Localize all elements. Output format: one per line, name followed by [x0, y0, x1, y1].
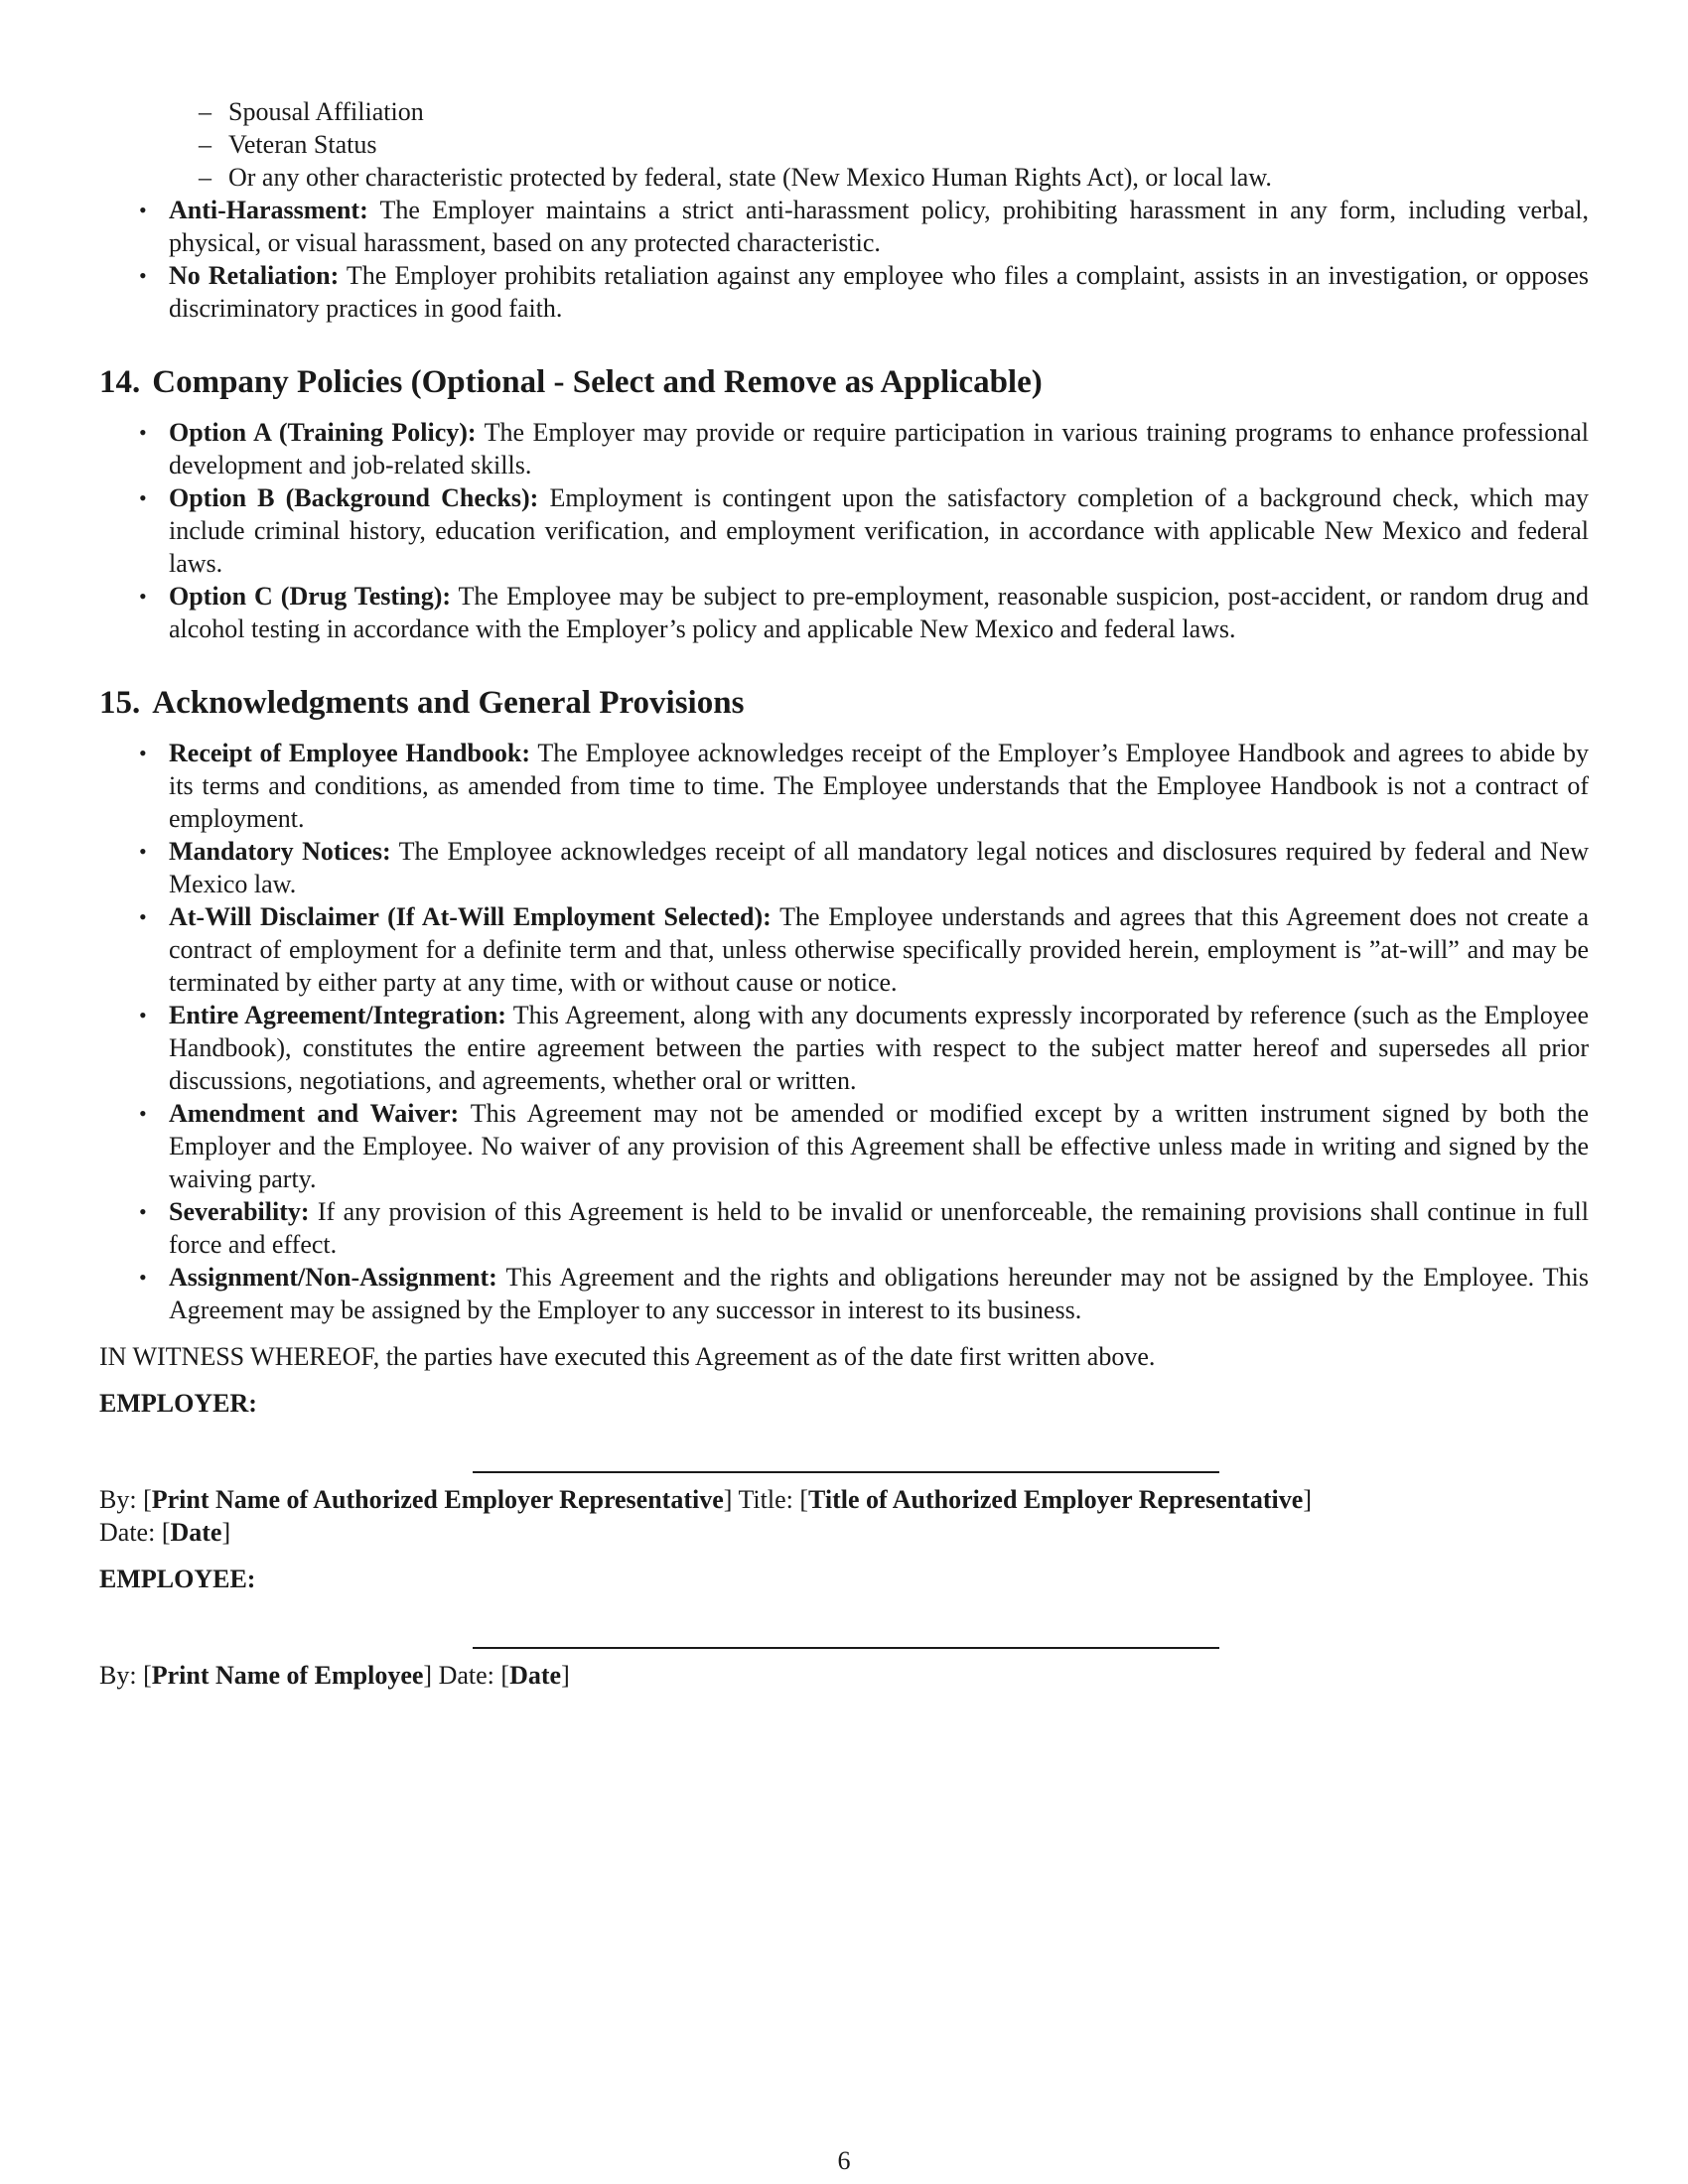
item-label: Option B (Background Checks):	[169, 483, 539, 512]
section14-list	[99, 416, 1589, 645]
item-text: This Agreement may not be amended or modified except by a written instrument signed by both the Employer and the Employee. No waiver of any provision of this Agreement shall be effective unless made in writing and signed by the waiving party.	[169, 1099, 1589, 1193]
page-number: 6	[837, 2146, 851, 2175]
protected-characteristics-list	[199, 95, 1589, 194]
item-text: Employment is contingent upon the satisfactory completion of a background check, which may include criminal history, education verification, and employment verification, in accordance with applicable New Mexico and federal laws.	[169, 483, 1590, 578]
item-label: No Retaliation:	[169, 261, 340, 290]
list-item: – Veteran Status	[199, 130, 377, 159]
item-label: Entire Agreement/Integration:	[169, 1001, 506, 1029]
item-label: Mandatory Notices:	[169, 837, 391, 866]
item-label: Option C (Drug Testing):	[169, 582, 452, 611]
section13-tail-list	[99, 194, 1589, 325]
employer-signature-line[interactable]	[473, 1471, 1219, 1473]
item-label: Option A (Training Policy):	[169, 418, 477, 447]
list-item: – Spousal Affiliation	[199, 97, 424, 126]
item-label: Anti-Harassment:	[169, 196, 368, 224]
item-label: Assignment/Non-Assignment:	[169, 1263, 497, 1292]
employer-title-placeholder: Title of Authorized Employer Representative	[808, 1485, 1304, 1514]
item-text: The Employee understands and agrees that this Agreement does not create a contract of employment for a definite term and that, unless otherwise specifically provided herein, employment is ”at-will” and may be terminated by either party at any time, with or without cause or notice.	[169, 902, 1589, 997]
list-item-option-c: • Option C (Drug Testing): The Employee may be subject to pre-employment, reasonable suspicion, post-accident, or random drug and alcohol testing in accordance with the Employer’s policy and applicable New Mexico and federal laws.	[139, 582, 1590, 643]
item-text: The Employer prohibits retaliation against any employee who files a complaint, assists in an investigation, or opposes discriminatory practices in good faith.	[169, 261, 1590, 323]
section14-heading: 14. Company Policies (Optional - Select and Remove as Applicable)	[99, 364, 1043, 400]
list-item-no-retaliation: • No Retaliation: The Employer prohibits retaliation against any employee who files a complaint, assists in an investigation, or opposes discriminatory practices in good faith.	[139, 261, 1590, 323]
item-text: The Employer may provide or require participation in various training programs to enhance professional development and job-related skills.	[169, 418, 1589, 479]
item-label: At-Will Disclaimer (If At-Will Employment Selected):	[169, 902, 772, 931]
employee-heading: EMPLOYEE:	[99, 1565, 256, 1593]
item-text: The Employee acknowledges receipt of all mandatory legal notices and disclosures required by federal and New Mexico law.	[169, 837, 1589, 898]
item-text: The Employee may be subject to pre-employment, reasonable suspicion, post-accident, or random drug and alcohol testing in accordance with the Employer’s policy and applicable New Mexico and federal laws.	[169, 582, 1590, 643]
item-text: The Employee acknowledges receipt of the Employer’s Employee Handbook and agrees to abide by its terms and conditions, as amended from time to time. The Employee understands that the Employee Handbook is not a contract of employment.	[169, 739, 1590, 833]
employer-name-placeholder: Print Name of Authorized Employer Representative	[151, 1485, 724, 1514]
item-label: Severability:	[169, 1197, 310, 1226]
list-item-handbook: • Receipt of Employee Handbook: The Employee acknowledges receipt of the Employer’s Employee Handbook and agrees to abide by its terms and conditions, as amended from time to time. The Employee understands that the Employee Handbook is not a contract of employment.	[139, 739, 1590, 833]
list-item-severability: • Severability: If any provision of this Agreement is held to be invalid or unenforceable, the remaining provisions shall continue in full force and effect.	[139, 1197, 1590, 1259]
list-item-anti-harassment: • Anti-Harassment: The Employer maintains a strict anti-harassment policy, prohibiting harassment in any form, including verbal, physical, or visual harassment, based on any protected characteristic.	[139, 196, 1590, 257]
section15-list	[99, 737, 1589, 1326]
item-label: Receipt of Employee Handbook:	[169, 739, 531, 767]
employer-heading: EMPLOYER:	[99, 1389, 257, 1418]
item-label: Amendment and Waiver:	[169, 1099, 460, 1128]
list-item-amendment: • Amendment and Waiver: This Agreement may not be amended or modified except by a written instrument signed by both the Employer and the Employee. No waiver of any provision of this Agreement shall be effective unless made in writing and signed by the waiving party.	[139, 1099, 1589, 1193]
employee-name-placeholder: Print Name of Employee	[151, 1661, 424, 1690]
section15-heading: 15. Acknowledgments and General Provisions	[99, 685, 745, 721]
employee-signature-details: By: [Print Name of Employee] Date: [Date]	[99, 1661, 570, 1690]
item-text: If any provision of this Agreement is held to be invalid or unenforceable, the remaining provisions shall continue in full force and effect.	[169, 1197, 1590, 1259]
item-text: This Agreement and the rights and obligations hereunder may not be assigned by the Employee. This Agreement may be assigned by the Employer to any successor in interest to its business.	[169, 1263, 1590, 1324]
list-item-option-a: • Option A (Training Policy): The Employer may provide or require participation in various training programs to enhance professional development and job-related skills.	[139, 418, 1589, 479]
employer-date-placeholder: Date	[170, 1518, 222, 1547]
list-item-notices: • Mandatory Notices: The Employee acknowledges receipt of all mandatory legal notices and disclosures required by federal and New Mexico law.	[139, 837, 1589, 898]
list-item-entire-agreement: • Entire Agreement/Integration: This Agreement, along with any documents expressly incorporated by reference (such as the Employee Handbook), constitutes the entire agreement between the parties with respect to the subject matter hereof and supersedes all prior discussions, negotiations, and agreements, whether oral or written.	[139, 1001, 1589, 1095]
document-page	[99, 95, 1589, 1692]
employee-signature-line[interactable]	[473, 1647, 1219, 1649]
list-item-assignment: • Assignment/Non-Assignment: This Agreement and the rights and obligations hereunder may not be assigned by the Employee. This Agreement may be assigned by the Employer to any successor in interest to its business.	[139, 1263, 1590, 1324]
list-item-at-will: • At-Will Disclaimer (If At-Will Employment Selected): The Employee understands and agrees that this Agreement does not create a contract of employment for a definite term and that, unless otherwise specifically provided herein, employment is ”at-will” and may be terminated by either party at any time, with or without cause or notice.	[139, 902, 1589, 997]
list-item: – Or any other characteristic protected by federal, state (New Mexico Human Rights Act), or local law.	[199, 163, 1272, 192]
list-item-option-b: • Option B (Background Checks): Employment is contingent upon the satisfactory completion of a background check, which may include criminal history, education verification, and employment verification, in accordance with applicable New Mexico and federal laws.	[139, 483, 1590, 578]
item-text: This Agreement, along with any documents expressly incorporated by reference (such as the Employee Handbook), constitutes the entire agreement between the parties with respect to the subject matter hereof and supersedes all prior discussions, negotiations, and agreements, whether oral or written.	[169, 1001, 1589, 1095]
employer-signature-details: By: [Print Name of Authorized Employer Representative] Title: [Title of Authorized Employer Representative] Date: [Date]	[99, 1485, 1312, 1547]
employee-date-placeholder: Date	[509, 1661, 562, 1690]
witness-statement: IN WITNESS WHEREOF, the parties have executed this Agreement as of the date first written above.	[99, 1342, 1156, 1371]
item-text: The Employer maintains a strict anti-harassment policy, prohibiting harassment in any form, including verbal, physical, or visual harassment, based on any protected characteristic.	[169, 196, 1590, 257]
